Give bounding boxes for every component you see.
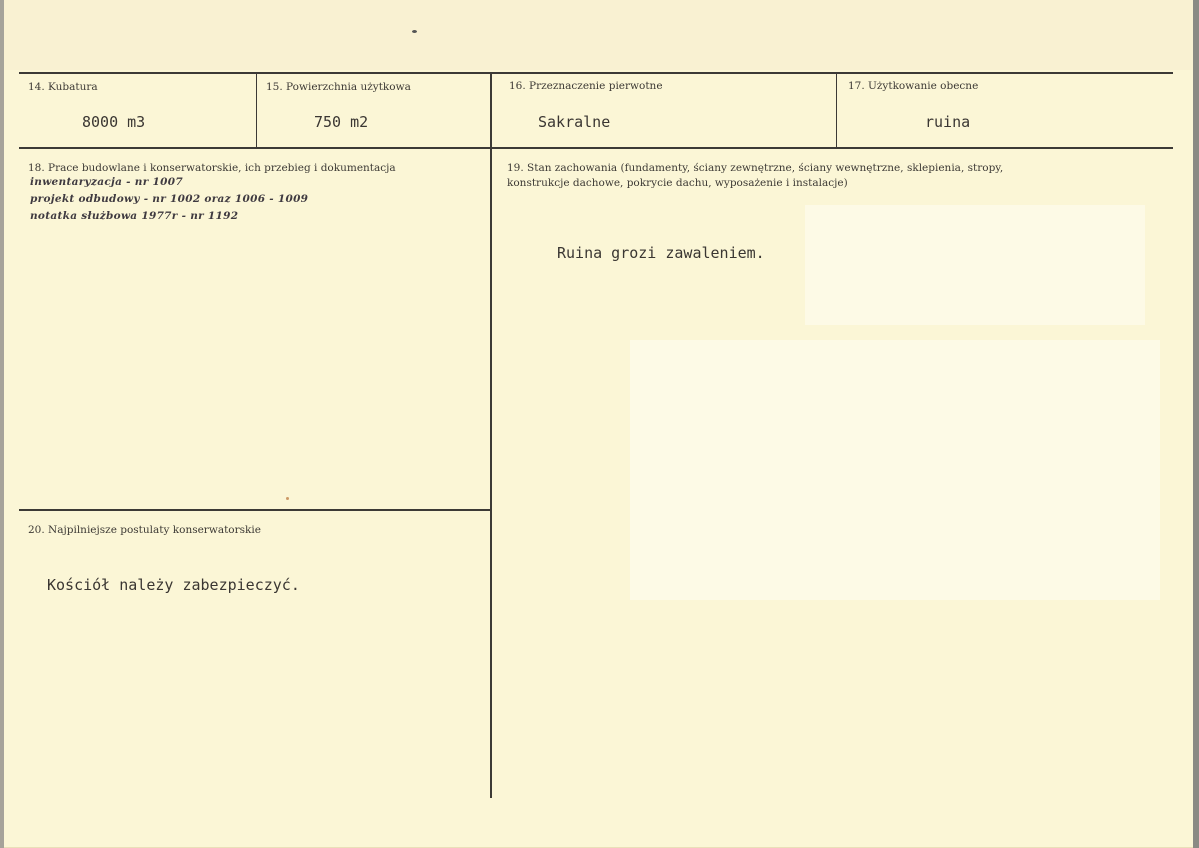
field-15-label: 15. Powierzchnia użytkowa: [266, 81, 411, 93]
field-18-handwritten-line: projekt odbudowy - nr 1002 oraz 1006 - 1009: [30, 193, 309, 205]
paper-patch: [805, 205, 1145, 325]
field-16-value: Sakralne: [538, 113, 611, 131]
field-20-label: 20. Najpilniejsze postulaty konserwatorskie: [28, 524, 261, 536]
divider-14-15: [256, 72, 257, 149]
field-17-value: ruina: [925, 113, 971, 131]
card-top-margin: [0, 0, 1199, 70]
field-15-value: 750 m2: [314, 113, 369, 131]
field-18-handwritten-line: inwentaryzacja - nr 1007: [30, 176, 183, 188]
field-18-handwritten-line: notatka służbowa 1977r - nr 1192: [30, 210, 239, 222]
row1-bottom-rule: [19, 147, 1173, 149]
field-14-value: 8000 m3: [82, 113, 146, 131]
field-17-label: 17. Użytkowanie obecne: [848, 80, 979, 92]
divider-16-17: [836, 72, 837, 149]
paper-patch: [630, 340, 1160, 600]
field-19-label-cont: konstrukcje dachowe, pokrycie dachu, wyposażenie i instalacje): [507, 177, 848, 189]
field-14-label: 14. Kubatura: [28, 81, 98, 93]
card-right-edge: [1193, 0, 1199, 848]
field-20-value: Kościół należy zabezpieczyć.: [47, 576, 300, 594]
field-16-label: 16. Przeznaczenie pierwotne: [509, 80, 663, 92]
top-rule: [19, 72, 1173, 74]
card-left-edge: [0, 0, 4, 848]
field-19-value: Ruina grozi zawaleniem.: [557, 244, 765, 262]
main-vertical-divider: [490, 72, 492, 798]
field-18-label: 18. Prace budowlane i konserwatorskie, ich przebieg i dokumentacja: [28, 162, 396, 174]
divider-18-20: [19, 509, 490, 511]
ink-speck: [286, 497, 289, 500]
field-19-label: 19. Stan zachowania (fundamenty, ściany zewnętrzne, ściany wewnętrzne, sklepienia, stropy,: [507, 162, 1004, 174]
ink-speck: [412, 30, 417, 33]
